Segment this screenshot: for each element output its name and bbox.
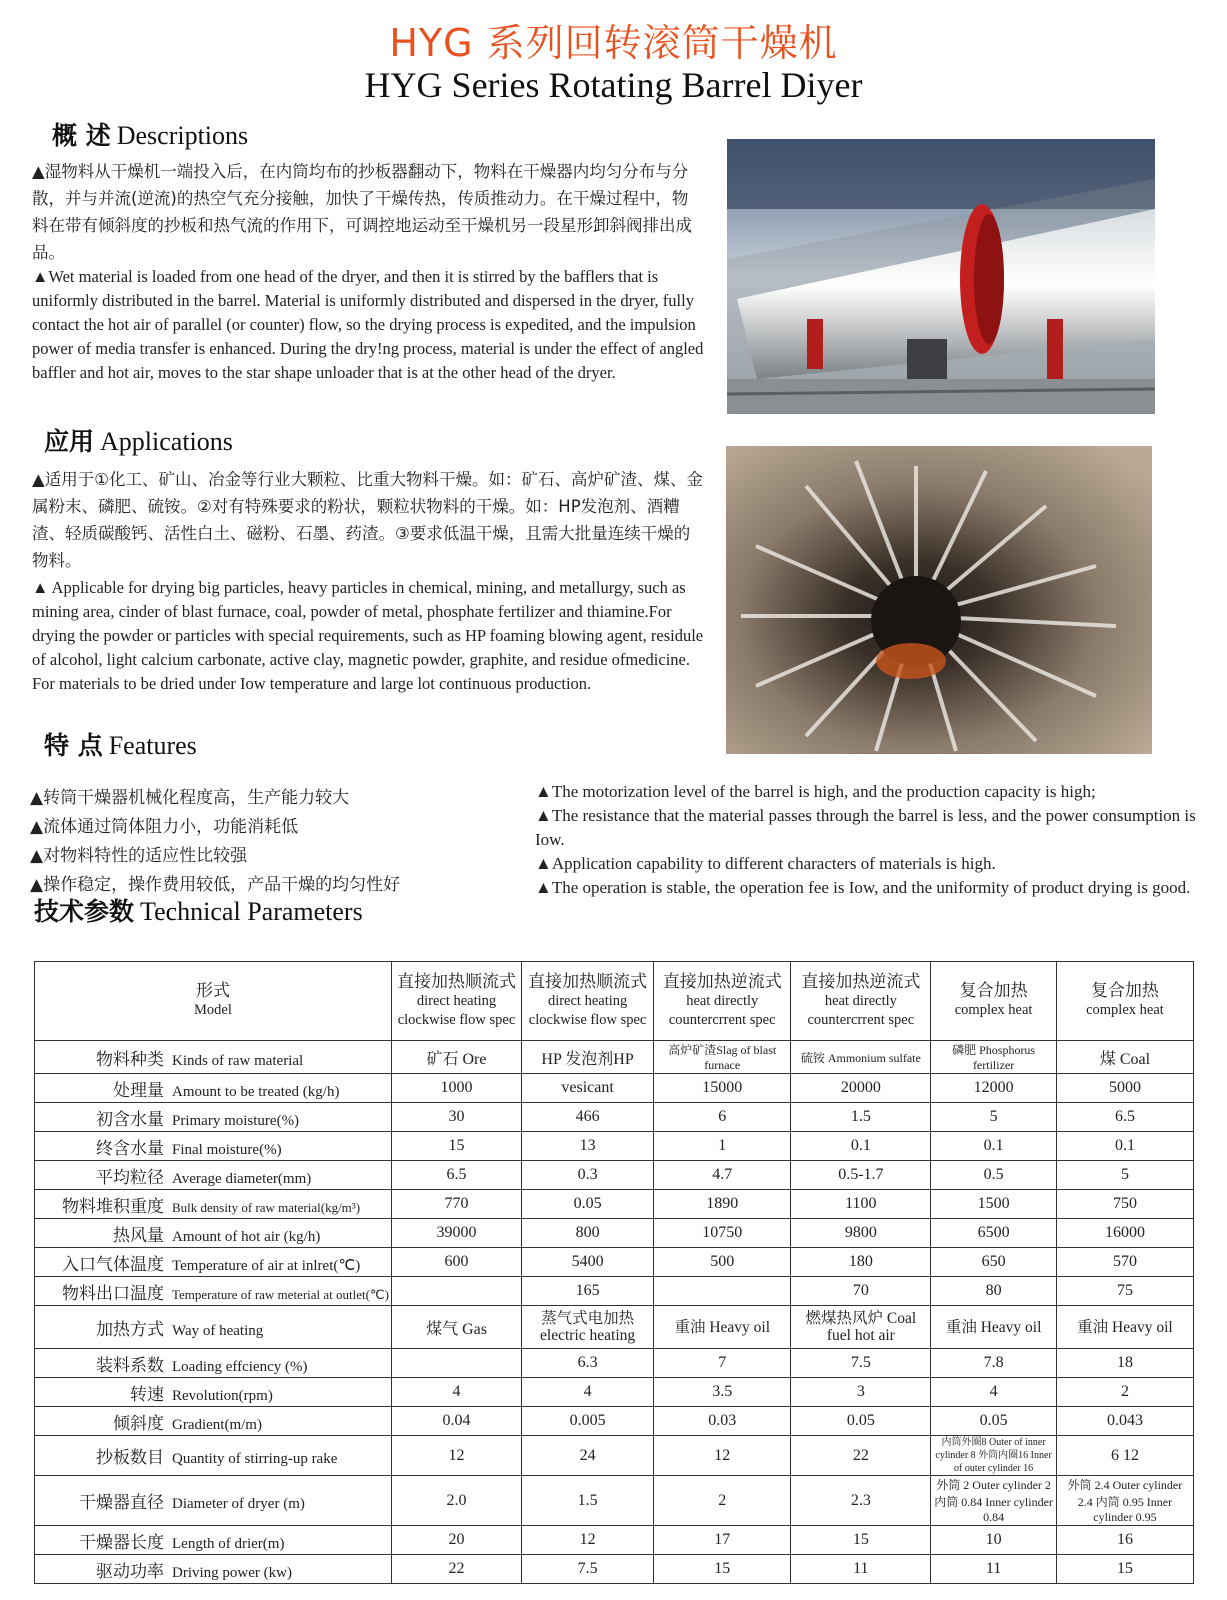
table-cell: 5 [1056,1161,1193,1190]
table-cell: 1.5 [522,1476,654,1526]
table-cell: HP 发泡剂HP [522,1041,654,1074]
table-cell: 0.03 [654,1407,791,1436]
row-label-cn: 物料出口温度 [62,1283,164,1304]
column-header-cn: 复合加热 [959,981,1028,1001]
row-label-en: Length of drier(m) [172,1535,285,1552]
table-cell: 1890 [654,1190,791,1219]
table-row [35,1277,1194,1306]
row-label [35,1103,392,1132]
row-label [35,1526,392,1555]
table-cell: 2.0 [391,1476,521,1526]
table-cell: 800 [522,1219,654,1248]
table-cell: 6 [654,1103,791,1132]
column-header [654,962,791,1041]
descriptions-heading [52,116,248,152]
descriptions-heading-cn: 概 述 [52,121,111,150]
column-header-en2: clockwise flow spec [528,1011,647,1028]
row-label-cn: 干燥器长度 [79,1532,164,1553]
table-cell: 15 [391,1132,521,1161]
table-row [35,1436,1194,1476]
table-cell: 1100 [791,1190,931,1219]
table-cell: 11 [931,1555,1057,1584]
table-cell: 4 [522,1378,654,1407]
table-row [35,1248,1194,1277]
row-label-en: Average diameter(mm) [172,1170,312,1187]
column-header-cn: 直接加热顺流式 [397,971,516,992]
table-cell: 16000 [1056,1219,1193,1248]
table-cell: 6 12 [1056,1436,1193,1476]
row-label-en: Kinds of raw material [172,1052,304,1069]
table-cell: 15000 [654,1074,791,1103]
table-cell: 重油 Heavy oil [931,1306,1057,1349]
row-label-cn: 加热方式 [96,1319,164,1340]
row-label-cn: 热风量 [113,1225,164,1246]
table-cell: 22 [791,1436,931,1476]
feature-en-item: ▲The motorization level of the barrel is high, and the production capacity is high; [535,782,1096,801]
applications-heading-cn: 应用 [44,427,95,456]
table-cell: 外筒 2.4 Outer cylinder 2.4 内筒 0.95 Inner cylinder 0.95 [1056,1476,1193,1526]
table-cell [391,1349,521,1378]
table-cell: 矿石 Ore [391,1041,521,1074]
table-row [35,1132,1194,1161]
column-header-en1: heat directly [686,992,759,1009]
table-cell: 0.05 [791,1407,931,1436]
column-header-en1: heat directly [824,992,897,1009]
table-cell: 1000 [391,1074,521,1103]
table-cell: 3.5 [654,1378,791,1407]
row-label [35,1555,392,1584]
table-cell: 0.5-1.7 [791,1161,931,1190]
table-cell: 180 [791,1248,931,1277]
row-label-cn: 物料种类 [96,1049,164,1070]
column-header-en1: complex heat [1086,1002,1164,1018]
page-title-en: HYG Series Rotating Barrel Diyer [364,65,863,105]
row-label [35,1248,392,1277]
column-header-en1: direct heating [416,992,497,1009]
table-cell: 22 [391,1555,521,1584]
row-label [35,1349,392,1378]
table-cell [654,1277,791,1306]
row-label-en: Primary moisture(%) [172,1112,300,1129]
drum-interior-photo [726,446,1152,754]
table-cell: 4 [391,1378,521,1407]
table-cell: vesicant [522,1074,654,1103]
row-label-cn: 装料系数 [96,1355,164,1376]
table-cell: 10750 [654,1219,791,1248]
table-row [35,1041,1194,1074]
row-label [35,1306,392,1349]
table-cell: 磷肥 Phosphorus fertilizer [931,1041,1057,1074]
table-cell: 20000 [791,1074,931,1103]
tech-heading [34,892,363,928]
table-cell: 煤 Coal [1056,1041,1193,1074]
table-cell: 5 [931,1103,1057,1132]
row-label-cn: 平均粒径 [96,1167,164,1188]
model-header-cn: 形式 [195,981,230,1001]
table-cell: 12 [522,1526,654,1555]
tech-params-table [34,961,1194,1584]
column-header [931,962,1057,1041]
table-cell: 80 [931,1277,1057,1306]
table-cell: 6.5 [391,1161,521,1190]
table-cell: 466 [522,1103,654,1132]
table-cell: 15 [1056,1555,1193,1584]
features-heading-cn: 特 点 [44,731,103,760]
feature-en-item: ▲The resistance that the material passes through the barrel is less, and the power consumption is Iow. [535,806,1196,849]
table-cell: 75 [1056,1277,1193,1306]
table-cell: 6.3 [522,1349,654,1378]
row-label-cn: 终含水量 [96,1138,164,1159]
table-cell: 0.1 [931,1132,1057,1161]
table-cell: 15 [654,1555,791,1584]
table-cell: 11 [791,1555,931,1584]
page-title-cn: HYG 系列回转滚筒干燥机 [389,21,838,65]
table-cell: 30 [391,1103,521,1132]
table-cell: 高炉矿渣Slag of blast furnace [654,1041,791,1074]
table-cell: 650 [931,1248,1057,1277]
row-label [35,1190,392,1219]
row-label-en: Amount of hot air (kg/h) [172,1228,321,1245]
row-label-en: Revolution(rpm) [172,1387,273,1404]
feature-en-item: ▲Application capability to different characters of materials is high. [535,854,996,873]
table-cell: 硫铵 Ammonium sulfate [791,1041,931,1074]
row-label-cn: 倾斜度 [113,1413,164,1434]
table-row [35,1161,1194,1190]
column-header-en1: complex heat [954,1002,1033,1018]
table-cell: 0.05 [931,1407,1057,1436]
table-cell: 5000 [1056,1074,1193,1103]
applications-text-en: ▲ Applicable for drying big particles, heavy particles in chemical, mining, and metallurgy, such as mining area, cinder of blast furnace, coal, powder of metal, phosphate fertilizer and thiamine.For drying the powder or particles with special requirements, such as HP foaming blowing agent, residule of alcohol, light calcium carbonate, active clay, magnetic powder, graphite, and residue ofmedicine. For materials to be dried under Iow temperature and large lot continuous production. [32,578,704,693]
row-label-en: Diameter of dryer (m) [172,1496,305,1512]
table-cell: 70 [791,1277,931,1306]
table-cell: 0.1 [791,1132,931,1161]
table-cell: 2 [654,1476,791,1526]
row-label [35,1041,392,1074]
features-list-cn [30,784,530,900]
table-cell: 重油 Heavy oil [654,1306,791,1349]
table-cell: 9800 [791,1219,931,1248]
table-row [35,1190,1194,1219]
feature-en-item: ▲The operation is stable, the operation fee is Iow, and the uniformity of product drying is good. [535,878,1191,897]
row-label-en: Quantity of stirring-up rake [172,1451,338,1467]
table-cell: 燃煤热风炉 Coal fuel hot air [791,1306,931,1349]
table-cell: 7 [654,1349,791,1378]
model-header-cell [35,962,392,1041]
column-header-cn: 直接加热逆流式 [662,971,782,992]
table-cell: 13 [522,1132,654,1161]
row-label-cn: 初含水量 [96,1109,164,1130]
column-header-en2: countercrrent spec [668,1011,776,1028]
column-header-en1: direct heating [547,992,628,1009]
table-cell [391,1277,521,1306]
features-heading [44,726,197,762]
table-header-row [35,962,1194,1041]
table-cell: 165 [522,1277,654,1306]
row-label [35,1277,392,1306]
table-cell: 770 [391,1190,521,1219]
table-row [35,1526,1194,1555]
column-header-cn: 直接加热逆流式 [801,971,921,992]
row-label-en: Gradient(m/m) [172,1416,262,1433]
row-label-en: Loading effciency (%) [172,1358,308,1375]
table-row [35,1476,1194,1526]
table-row [35,1349,1194,1378]
table-cell: 500 [654,1248,791,1277]
row-label-cn: 抄板数目 [96,1448,164,1468]
row-label-en: Amount to be treated (kg/h) [172,1083,340,1100]
table-row [35,1407,1194,1436]
column-header [1056,962,1193,1041]
table-cell: 18 [1056,1349,1193,1378]
row-label [35,1476,392,1526]
feature-cn-item: ▲转筒干燥器机械化程度高，生产能力较大 [30,788,350,808]
table-cell: 6500 [931,1219,1057,1248]
row-label-en: Bulk density of raw material(kg/m³) [172,1199,361,1215]
table-cell: 39000 [391,1219,521,1248]
table-cell: 7.8 [931,1349,1057,1378]
table-cell: 0.5 [931,1161,1057,1190]
table-cell: 蒸气式电加热 electric heating [522,1306,654,1349]
table-cell: 0.05 [522,1190,654,1219]
table-cell: 20 [391,1526,521,1555]
table-cell: 0.043 [1056,1407,1193,1436]
row-label [35,1436,392,1476]
table-cell: 4.7 [654,1161,791,1190]
applications-heading-en: Applications [100,427,233,456]
table-row [35,1306,1194,1349]
table-cell: 内筒外圈8 Outer of inner cylinder 8 外筒内圈16 Inner of outer cylinder 16 [931,1436,1057,1476]
feature-cn-item: ▲流体通过筒体阻力小，功能消耗低 [30,817,299,837]
table-row [35,1103,1194,1132]
feature-cn-item: ▲对物料特性的适应性比较强 [30,846,248,866]
features-list-en [535,780,1200,900]
table-cell: 10 [931,1526,1057,1555]
table-row [35,1378,1194,1407]
table-row [35,1555,1194,1584]
column-header [791,962,931,1041]
row-label-en: Way of heating [172,1322,264,1339]
row-label-cn: 处理量 [113,1080,164,1101]
table-row [35,1219,1194,1248]
row-label-cn: 干燥器直径 [79,1493,164,1513]
column-header-en2: clockwise flow spec [397,1011,516,1028]
table-cell: 7.5 [522,1555,654,1584]
descriptions-text-en: ▲Wet material is loaded from one head of the dryer, and then it is stirred by the bafflers that is uniformly distributed in the barrel. Material is uniformly distributed and dispersed in the dryer, fully contact the hot air of parallel (or counter) flow, so the drying process is expedited, and the impulsion power of media transfer is enhanced. During the dry!ng process, material is under the effect of angled baffler and hot air, moves to the star shape unloader that is at the other head of the dryer. [32,267,704,382]
table-cell: 0.1 [1056,1132,1193,1161]
table-cell: 重油 Heavy oil [1056,1306,1193,1349]
table-cell: 5400 [522,1248,654,1277]
row-label [35,1161,392,1190]
row-label-en: Temperature of air at inlret(℃) [172,1257,361,1274]
table-cell: 1500 [931,1190,1057,1219]
table-cell: 0.3 [522,1161,654,1190]
column-header-cn: 直接加热顺流式 [528,971,648,992]
model-header-en: Model [194,1002,232,1018]
applications-heading [44,422,233,458]
table-cell: 17 [654,1526,791,1555]
row-label [35,1378,392,1407]
row-label-cn: 入口气体温度 [62,1254,164,1275]
table-cell: 600 [391,1248,521,1277]
table-cell: 12000 [931,1074,1057,1103]
table-cell: 1.5 [791,1103,931,1132]
rotary-dryer-photo [727,139,1155,414]
table-cell: 2.3 [791,1476,931,1526]
table-cell: 7.5 [791,1349,931,1378]
table-cell: 750 [1056,1190,1193,1219]
row-label [35,1132,392,1161]
table-cell: 煤气 Gas [391,1306,521,1349]
table-cell: 16 [1056,1526,1193,1555]
table-cell: 12 [391,1436,521,1476]
table-cell: 570 [1056,1248,1193,1277]
column-header [522,962,654,1041]
table-cell: 15 [791,1526,931,1555]
table-cell: 4 [931,1378,1057,1407]
row-label [35,1407,392,1436]
row-label [35,1219,392,1248]
table-row [35,1074,1194,1103]
table-cell: 1 [654,1132,791,1161]
descriptions-text-cn: ▲湿物料从干燥机一端投入后，在内筒均布的抄板器翻动下，物料在干燥器内均匀分布与分散，并与并流(逆流)的热空气充分接触，加快了干燥传热，传质推动力。在干燥过程中，物料在带有倾斜度的抄板和热气流的作用下，可调控地运动至干燥机另一段星形卸斜阀排出成品。 [32,162,692,262]
table-cell: 12 [654,1436,791,1476]
table-cell: 24 [522,1436,654,1476]
row-label-cn: 物料堆积重度 [62,1196,164,1217]
row-label-en: Final moisture(%) [172,1141,282,1158]
table-cell: 0.04 [391,1407,521,1436]
table-cell: 外筒 2 Outer cylinder 2 内筒 0.84 Inner cylinder 0.84 [931,1476,1057,1526]
feature-cn-item: ▲操作稳定，操作费用较低，产品干燥的均匀性好 [30,875,401,895]
table-cell: 0.005 [522,1407,654,1436]
column-header [391,962,521,1041]
table-cell: 6.5 [1056,1103,1193,1132]
table-cell: 2 [1056,1378,1193,1407]
row-label-en: Driving power (kw) [172,1564,292,1581]
tech-heading-cn: 技术参数 [34,897,135,926]
applications-text-cn: ▲适用于①化工、矿山、冶金等行业大颗粒、比重大物料干燥。如：矿石、高炉矿渣、煤、金属粉末、磷肥、硫铵。②对有特殊要求的粉状，颗粒状物料的干燥。如：HP发泡剂、酒糟渣、轻质碳酸钙、活性白土、磁粉、石墨、药渣。③要求低温干燥，且需大批量连续干燥的物料。 [32,470,703,570]
column-header-cn: 复合加热 [1090,981,1159,1001]
row-label-en: Temperature of raw meterial at outlet(℃) [172,1286,389,1302]
features-heading-en: Features [108,731,197,760]
table-cell: 3 [791,1378,931,1407]
row-label-cn: 驱动功率 [96,1561,164,1582]
row-label [35,1074,392,1103]
row-label-cn: 转速 [130,1384,164,1405]
table-body [35,1041,1194,1584]
descriptions-heading-en: Descriptions [116,121,249,150]
column-header-en2: countercrrent spec [807,1011,915,1028]
tech-heading-en: Technical Parameters [140,897,363,926]
